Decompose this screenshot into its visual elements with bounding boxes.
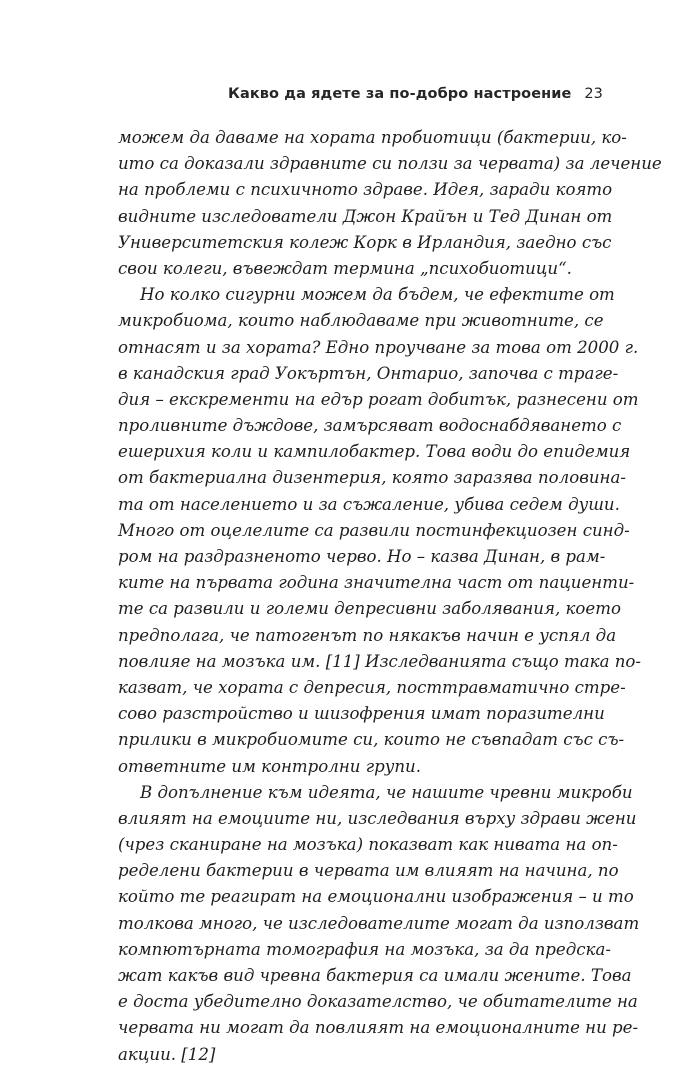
text-line: Но колко сигурни можем да бъдем, че ефектите от (140, 285, 615, 305)
text-line: жат какъв вид чревна бактерия са имали жените. Това (118, 966, 632, 985)
text-line: сово разстройство и шизофрения имат поразителни (118, 704, 605, 724)
text-line: дия – екскременти на едър рогат добитък, разнесени от (118, 389, 639, 409)
body-text (118, 125, 662, 1068)
text-line: (чрез сканиране на мозъка) показват как нивата на оп- (118, 835, 618, 855)
text-line: от бактериална дизентерия, която заразява половина- (118, 468, 626, 488)
text-line: проливните дъждове, замърсяват водоснабдяването с (118, 416, 622, 436)
text-line: влияят на емоциите ни, изследвания върху здрави жени (118, 808, 637, 828)
text-line: ешерихия коли и кампилобактер. Това води до епидемия (118, 442, 631, 462)
text-line: толкова много, че изследователите могат да използват (118, 913, 640, 933)
text-line: прилики в микробиомите си, които не съвпадат със съ- (118, 730, 625, 750)
chapter-title: Какво да ядете за по-добро настроение (228, 86, 572, 102)
text-line: микробиома, които наблюдаваме при животните, се (118, 311, 604, 331)
text-line: казват, че хората с депресия, посттравматично стре- (118, 677, 626, 697)
text-line: компютърната томография на мозъка, за да предска- (118, 939, 611, 959)
running-head (228, 86, 603, 102)
text-line: предполага, че патогенът по някакъв начин е успял да (118, 625, 617, 645)
text-line: на проблеми с психичното здраве. Идея, заради която (118, 180, 613, 200)
text-line: ките на първата година значителна част от пациенти- (118, 573, 635, 593)
text-line: ито са доказали здравните си ползи за червата) за лечение (118, 154, 662, 174)
text-line: В допълнение към идеята, че нашите чревни микроби (140, 782, 633, 802)
text-line: отнасят и за хората? Едно проучване за това от 2000 г. (118, 337, 639, 357)
text-line: можем да даваме на хората пробиотици (бактерии, ко- (118, 128, 627, 147)
text-line: Университетския колеж Корк в Ирландия, заедно със (118, 232, 612, 252)
text-line: Много от оцелелите са развили постинфекциозен синд- (118, 520, 630, 540)
text-line: ответните им контролни групи. (118, 756, 422, 776)
text-line: та от населението и за съжаление, убива седем души. (118, 494, 620, 514)
text-line: свои колеги, въвеждат термина „психобиотици“. (118, 258, 572, 278)
text-line: акции. [12] (118, 1044, 216, 1064)
text-line: те са развили и големи депресивни заболявания, което (118, 599, 621, 619)
text-line: ределени бактерии в червата им влияят на начина, по (118, 861, 619, 881)
text-line: червата ни могат да повлияят на емоционалните ни ре- (118, 1018, 639, 1038)
text-line: е доста убедително доказателство, че обитателите на (118, 992, 638, 1012)
text-line: който те реагират на емоционални изображения – и то (118, 887, 634, 907)
text-line: ром на раздразненото черво. Но – казва Динан, в рам- (118, 547, 606, 566)
text-line: видните изследователи Джон Крайън и Тед Динан от (118, 206, 613, 226)
text-line: повлияе на мозъка им. [11] Изследванията също така по- (118, 651, 642, 671)
page-number: 23 (584, 86, 603, 102)
text-line: в канадския град Уокъртън, Онтарио, започва с траге- (118, 363, 619, 383)
